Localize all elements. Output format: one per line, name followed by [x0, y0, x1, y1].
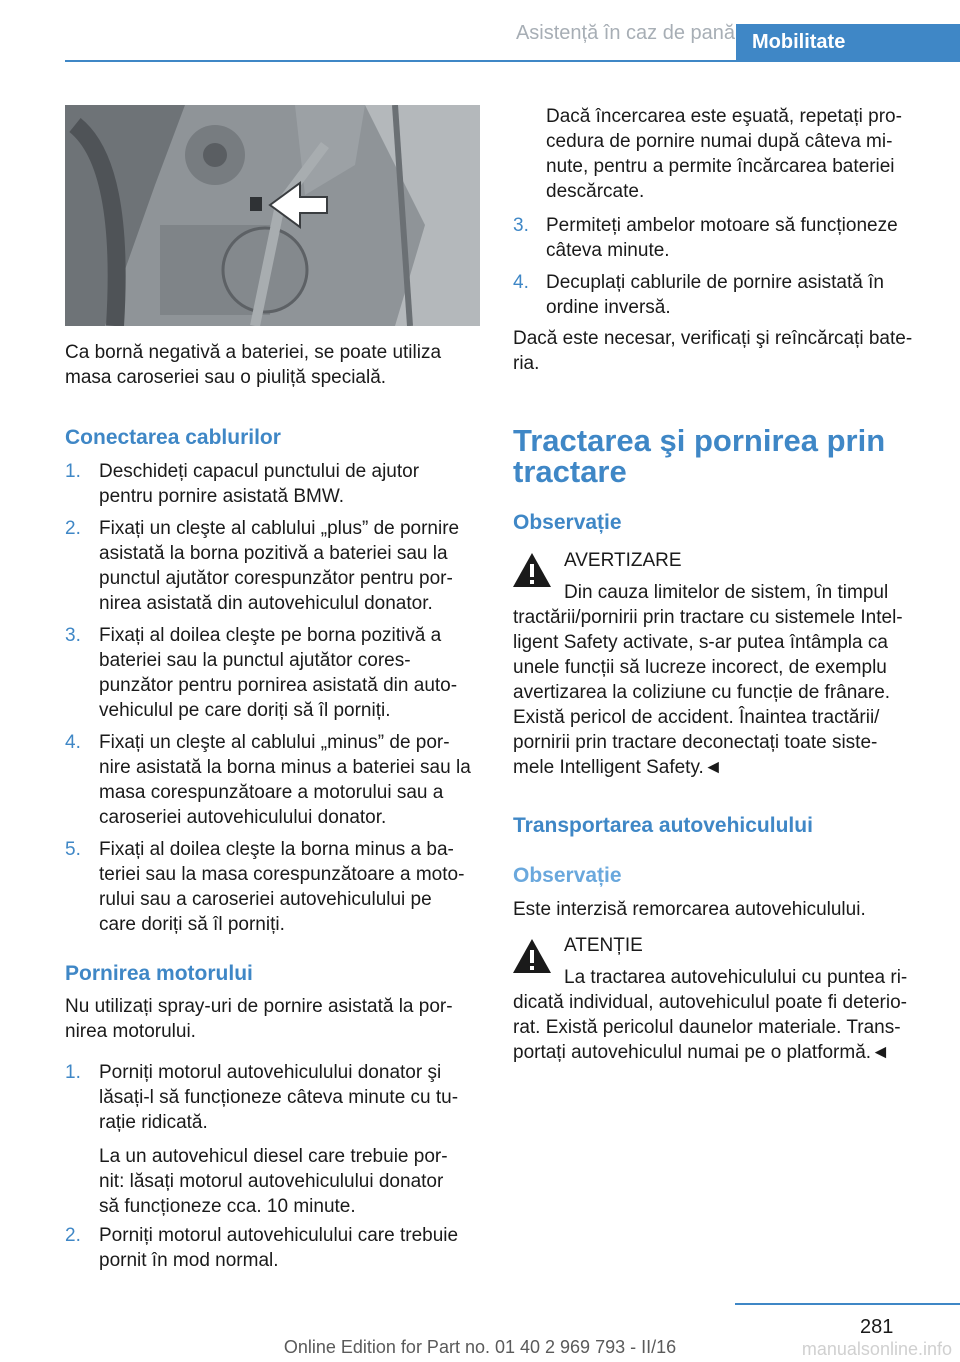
transport-heading: Transportarea autovehiculului: [513, 814, 813, 837]
warning-icon: [512, 552, 552, 588]
caution-label: ATENȚIE: [564, 935, 643, 956]
edition-footer: [0, 1337, 960, 1358]
caution-text-first: La tractarea autovehiculului cu puntea ri‐: [564, 967, 908, 988]
photo-caption: Ca bornă negativă a bateriei, se poate utiliza masa caroseriei sau o piuliță specială.: [65, 342, 442, 388]
transport-text: Este interzisă remorcarea autovehiculului.: [513, 899, 866, 920]
engine-bay-photo: [65, 105, 480, 326]
chapter-tab: [736, 24, 960, 62]
caution-text: dicată individual, autovehiculul poate fi deterio‐ rat. Există pericolul daunelor materiale. Trans‐ portați autovehiculul numai pe o platformă.◄: [513, 992, 907, 1063]
section-title: Asistență în caz de pană: [515, 22, 735, 44]
page-header: [0, 0, 960, 62]
observatie-heading: Observație: [513, 511, 622, 534]
warning-text: tractării/pornirii prin tractare cu sistemele Intel‐ ligent Safety activate, s-ar putea întâmpla ca unele funcții să lucreze incorect, de exemplu avertizarea la coliziune cu funcție de frânare. Există pericol de accident. Înaintea tractării/ pornirii prin tractare deconectați toate siste‐ mele Intelligent Safety.◄: [513, 607, 903, 778]
warning-text-first: Din cauza limitelor de sistem, în timpul: [564, 582, 889, 603]
pornire-intro: Nu utilizați spray-uri de pornire asistată la por‐ nirea motorului.: [65, 996, 453, 1042]
observatie-subheading: Observație: [513, 864, 622, 887]
warning-label: AVERTIZARE: [564, 550, 682, 571]
watermark: manualsonline.info: [801, 1339, 952, 1359]
header-rule: [65, 60, 960, 62]
conectare-heading: Conectarea cablurilor: [65, 426, 281, 449]
page-number: 281: [860, 1316, 894, 1338]
edition-text: Online Edition for Part no. 01 40 2 969 793 - II/16: [283, 1337, 677, 1357]
footer-rule: [735, 1303, 960, 1305]
continued-step: Dacă încercarea este eşuată, repetați pro‐ cedura de pornire numai după câteva mi‐ nute, pentru a permite încărcarea bateriei descărcate.: [546, 106, 902, 202]
chapter-label: Mobilitate: [752, 31, 846, 53]
after-note: Dacă este necesar, verificați şi reîncărcați bate‐ ria.: [513, 328, 913, 374]
caution-icon: [512, 938, 552, 974]
main-section-title: Tractarea şi pornirea prin tractare: [513, 423, 886, 489]
pornire-heading: Pornirea motorului: [65, 962, 253, 985]
